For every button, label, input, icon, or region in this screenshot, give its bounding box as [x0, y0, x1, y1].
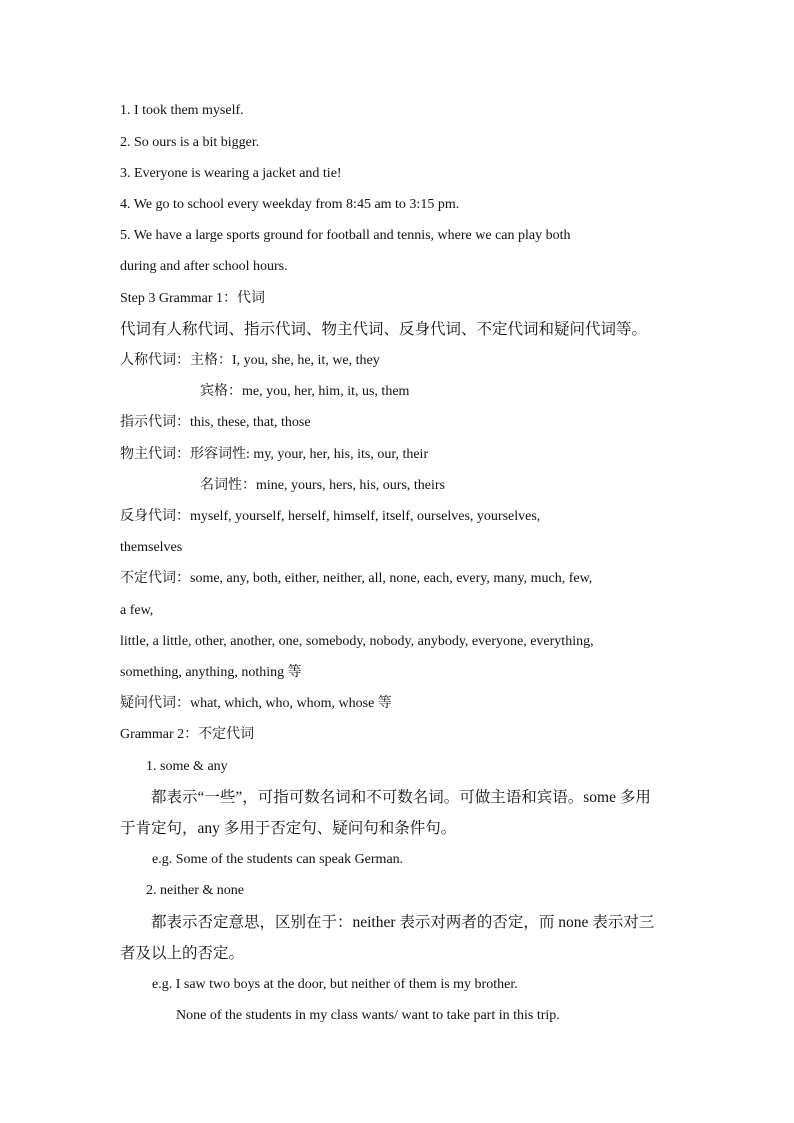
reflexive-pronouns-cont: themselves [120, 540, 183, 555]
demonstrative-pronouns: 指示代词：this, these, that, those [120, 415, 311, 430]
example-sentence-2: 2. So ours is a bit bigger. [120, 135, 260, 150]
personal-pronouns-object: 宾格：me, you, her, him, it, us, them [200, 384, 410, 399]
example-sentence-5: 5. We have a large sports ground for football and tennis, where we can play both [120, 228, 571, 243]
subheading-neither-none: 2. neither & none [146, 883, 244, 898]
interrogative-pronouns: 疑问代词：what, which, who, whom, whose 等 [120, 696, 392, 711]
example-sentence-1: 1. I took them myself. [120, 103, 244, 118]
some-any-explanation: 都表示“一些”，可指可数名词和不可数名词。可做主语和宾语。some 多用 [151, 789, 651, 806]
none-example: None of the students in my class wants/ want to take part in this trip. [176, 1008, 560, 1023]
example-sentence-3: 3. Everyone is wearing a jacket and tie! [120, 166, 342, 181]
reflexive-pronouns: 反身代词：myself, yourself, herself, himself, itself, ourselves, yourselves, [120, 509, 541, 524]
subheading-some-any: 1. some & any [146, 759, 228, 774]
indefinite-pronouns: 不定代词：some, any, both, either, neither, all, none, each, every, many, much, few, [120, 571, 593, 586]
some-any-example: e.g. Some of the students can speak German. [152, 852, 404, 867]
neither-none-explanation: 都表示否定意思，区别在于：neither 表示对两者的否定，而 none 表示对三 [151, 914, 655, 931]
personal-pronouns-subject: 人称代词：主格：I, you, she, he, it, we, they [120, 353, 380, 368]
possessive-adjectives: 物主代词：形容词性: my, your, her, his, its, our, their [120, 447, 429, 462]
example-sentence-5-cont: during and after school hours. [120, 259, 288, 274]
section-heading-grammar-2: Grammar 2：不定代词 [120, 727, 255, 742]
pronoun-overview: 代词有人称代词、指示代词、物主代词、反身代词、不定代词和疑问代词等。 [120, 321, 648, 338]
neither-none-explanation-cont: 者及以上的否定。 [120, 945, 245, 962]
indefinite-pronouns-cont-2: little, a little, other, another, one, somebody, nobody, anybody, everyone, everything, [120, 634, 594, 649]
some-any-explanation-cont: 于肯定句，any 多用于否定句、疑问句和条件句。 [120, 820, 457, 837]
example-sentence-4: 4. We go to school every weekday from 8:45 am to 3:15 pm. [120, 197, 460, 212]
possessive-pronouns: 名词性：mine, yours, hers, his, ours, theirs [200, 478, 445, 493]
indefinite-pronouns-cont-1: a few, [120, 603, 154, 618]
indefinite-pronouns-cont-3: something, anything, nothing 等 [120, 665, 302, 680]
neither-example: e.g. I saw two boys at the door, but neither of them is my brother. [152, 977, 518, 992]
section-heading-grammar-1: Step 3 Grammar 1：代词 [120, 291, 266, 306]
